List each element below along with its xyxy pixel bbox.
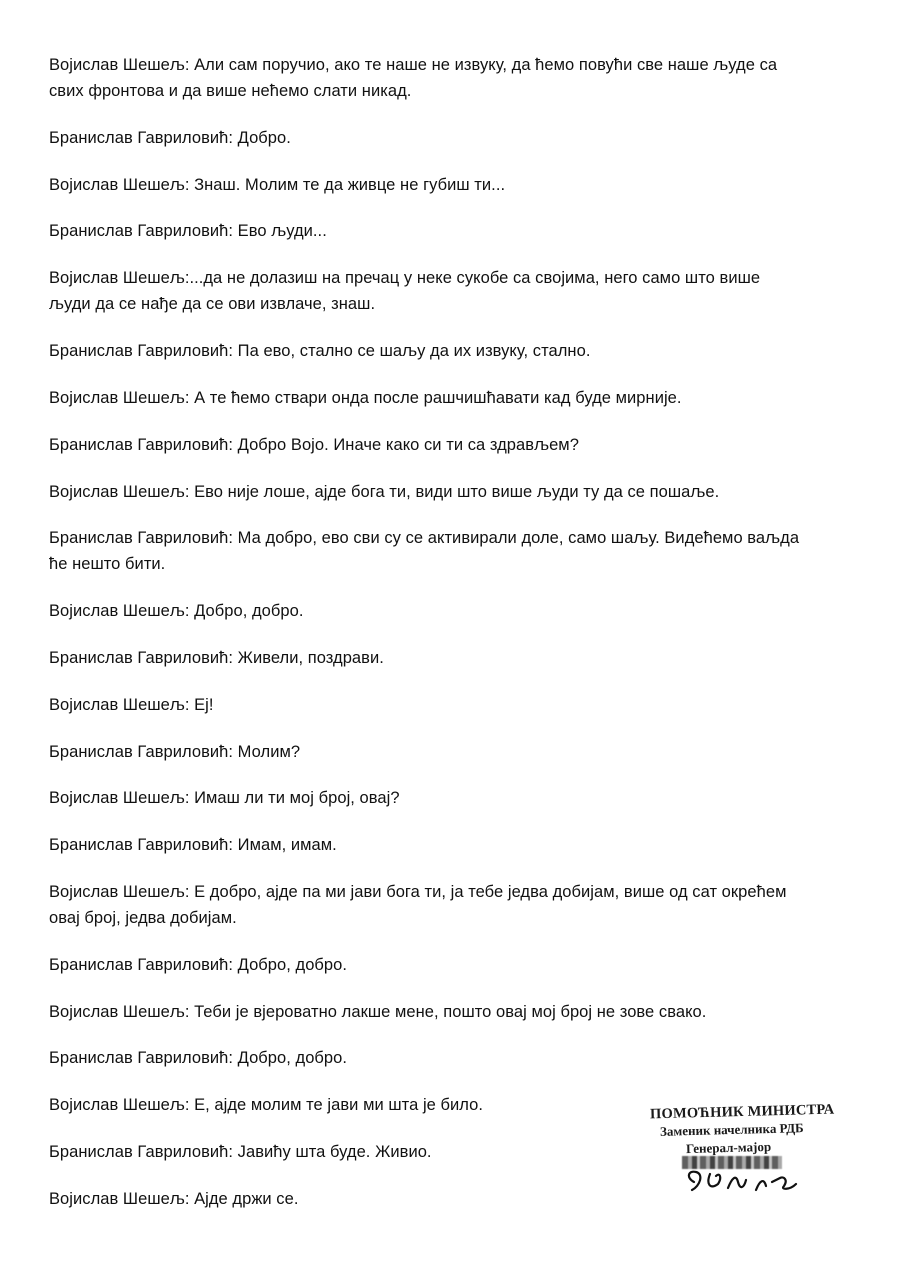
dialogue-line: Бранислав Гавриловић: Живели, поздрави.: [49, 649, 384, 667]
dialogue-line: Војислав Шешељ: Еј!: [49, 696, 214, 714]
dialogue-line: Бранислав Гавриловић: Добро, добро.: [49, 1049, 348, 1067]
dialogue-line: Бранислав Гавриловић: Ма добро, ево сви су се активирали доле, само шаљу. Видећемо ваљда: [49, 529, 800, 547]
dialogue-line: Војислав Шешељ: А те ћемо ствари онда после рашчишћавати кад буде мирније.: [49, 389, 682, 407]
dialogue-line: Војислав Шешељ: Али сам поручио, ако те наше не извуку, да ћемо повући све наше људе са: [49, 56, 778, 74]
dialogue-line-cont: свих фронтова и да више нећемо слати никад.: [49, 82, 412, 100]
dialogue-line: Бранислав Гавриловић: Добро Војо. Иначе како си ти са здрављем?: [49, 436, 579, 454]
dialogue-line: Војислав Шешељ: Ајде држи се.: [49, 1190, 299, 1208]
dialogue-line: Војислав Шешељ:...да не долазиш на пречац у неке сукобе са својима, него само што више: [49, 269, 761, 287]
dialogue-line: Војислав Шешељ: Е добро, ајде па ми јави бога ти, ја тебе једва добијам, више од сат окрећем: [49, 883, 787, 901]
dialogue-line: Војислав Шешељ: Ево није лоше, ајде бога ти, види што више људи ту да се пошаље.: [49, 483, 720, 501]
handwritten-signature-icon: [680, 1160, 820, 1200]
dialogue-line: Војислав Шешељ: Теби је вјероватно лакше мене, пошто овај мој број не зове свако.: [49, 1003, 707, 1021]
dialogue-line: Бранислав Гавриловић: Ево људи...: [49, 222, 327, 240]
dialogue-line-cont: овај број, једва добијам.: [49, 909, 237, 927]
dialogue-line: Војислав Шешељ: Знаш. Молим те да живце не губиш ти...: [49, 176, 506, 194]
dialogue-line: Војислав Шешељ: Е, ајде молим те јави ми шта је било.: [49, 1096, 484, 1114]
dialogue-line: Бранислав Гавриловић: Добро.: [49, 129, 291, 147]
stamp-subtitle: Заменик начелника РДБ: [659, 1120, 804, 1139]
dialogue-line: Бранислав Гавриловић: Па ево, стално се шаљу да их извуку, стално.: [49, 342, 591, 360]
stamp-title: ПОМОЋНИК МИНИСТРА: [649, 1101, 835, 1123]
stamp-rank: Генерал-мајор: [685, 1138, 772, 1157]
dialogue-line-cont: људи да се нађе да се ови извлаче, знаш.: [49, 295, 376, 313]
dialogue-line: Бранислав Гавриловић: Молим?: [49, 743, 301, 761]
dialogue-line: Војислав Шешељ: Имаш ли ти мој број, овај?: [49, 789, 400, 807]
official-stamp: [640, 1100, 860, 1210]
dialogue-line: Бранислав Гавриловић: Имам, имам.: [49, 836, 337, 854]
dialogue-line-cont: ће нешто бити.: [49, 555, 166, 573]
dialogue-line: Бранислав Гавриловић: Добро, добро.: [49, 956, 348, 974]
dialogue-line: Војислав Шешељ: Добро, добро.: [49, 602, 304, 620]
dialogue-line: Бранислав Гавриловић: Јавићу шта буде. Живио.: [49, 1143, 432, 1161]
